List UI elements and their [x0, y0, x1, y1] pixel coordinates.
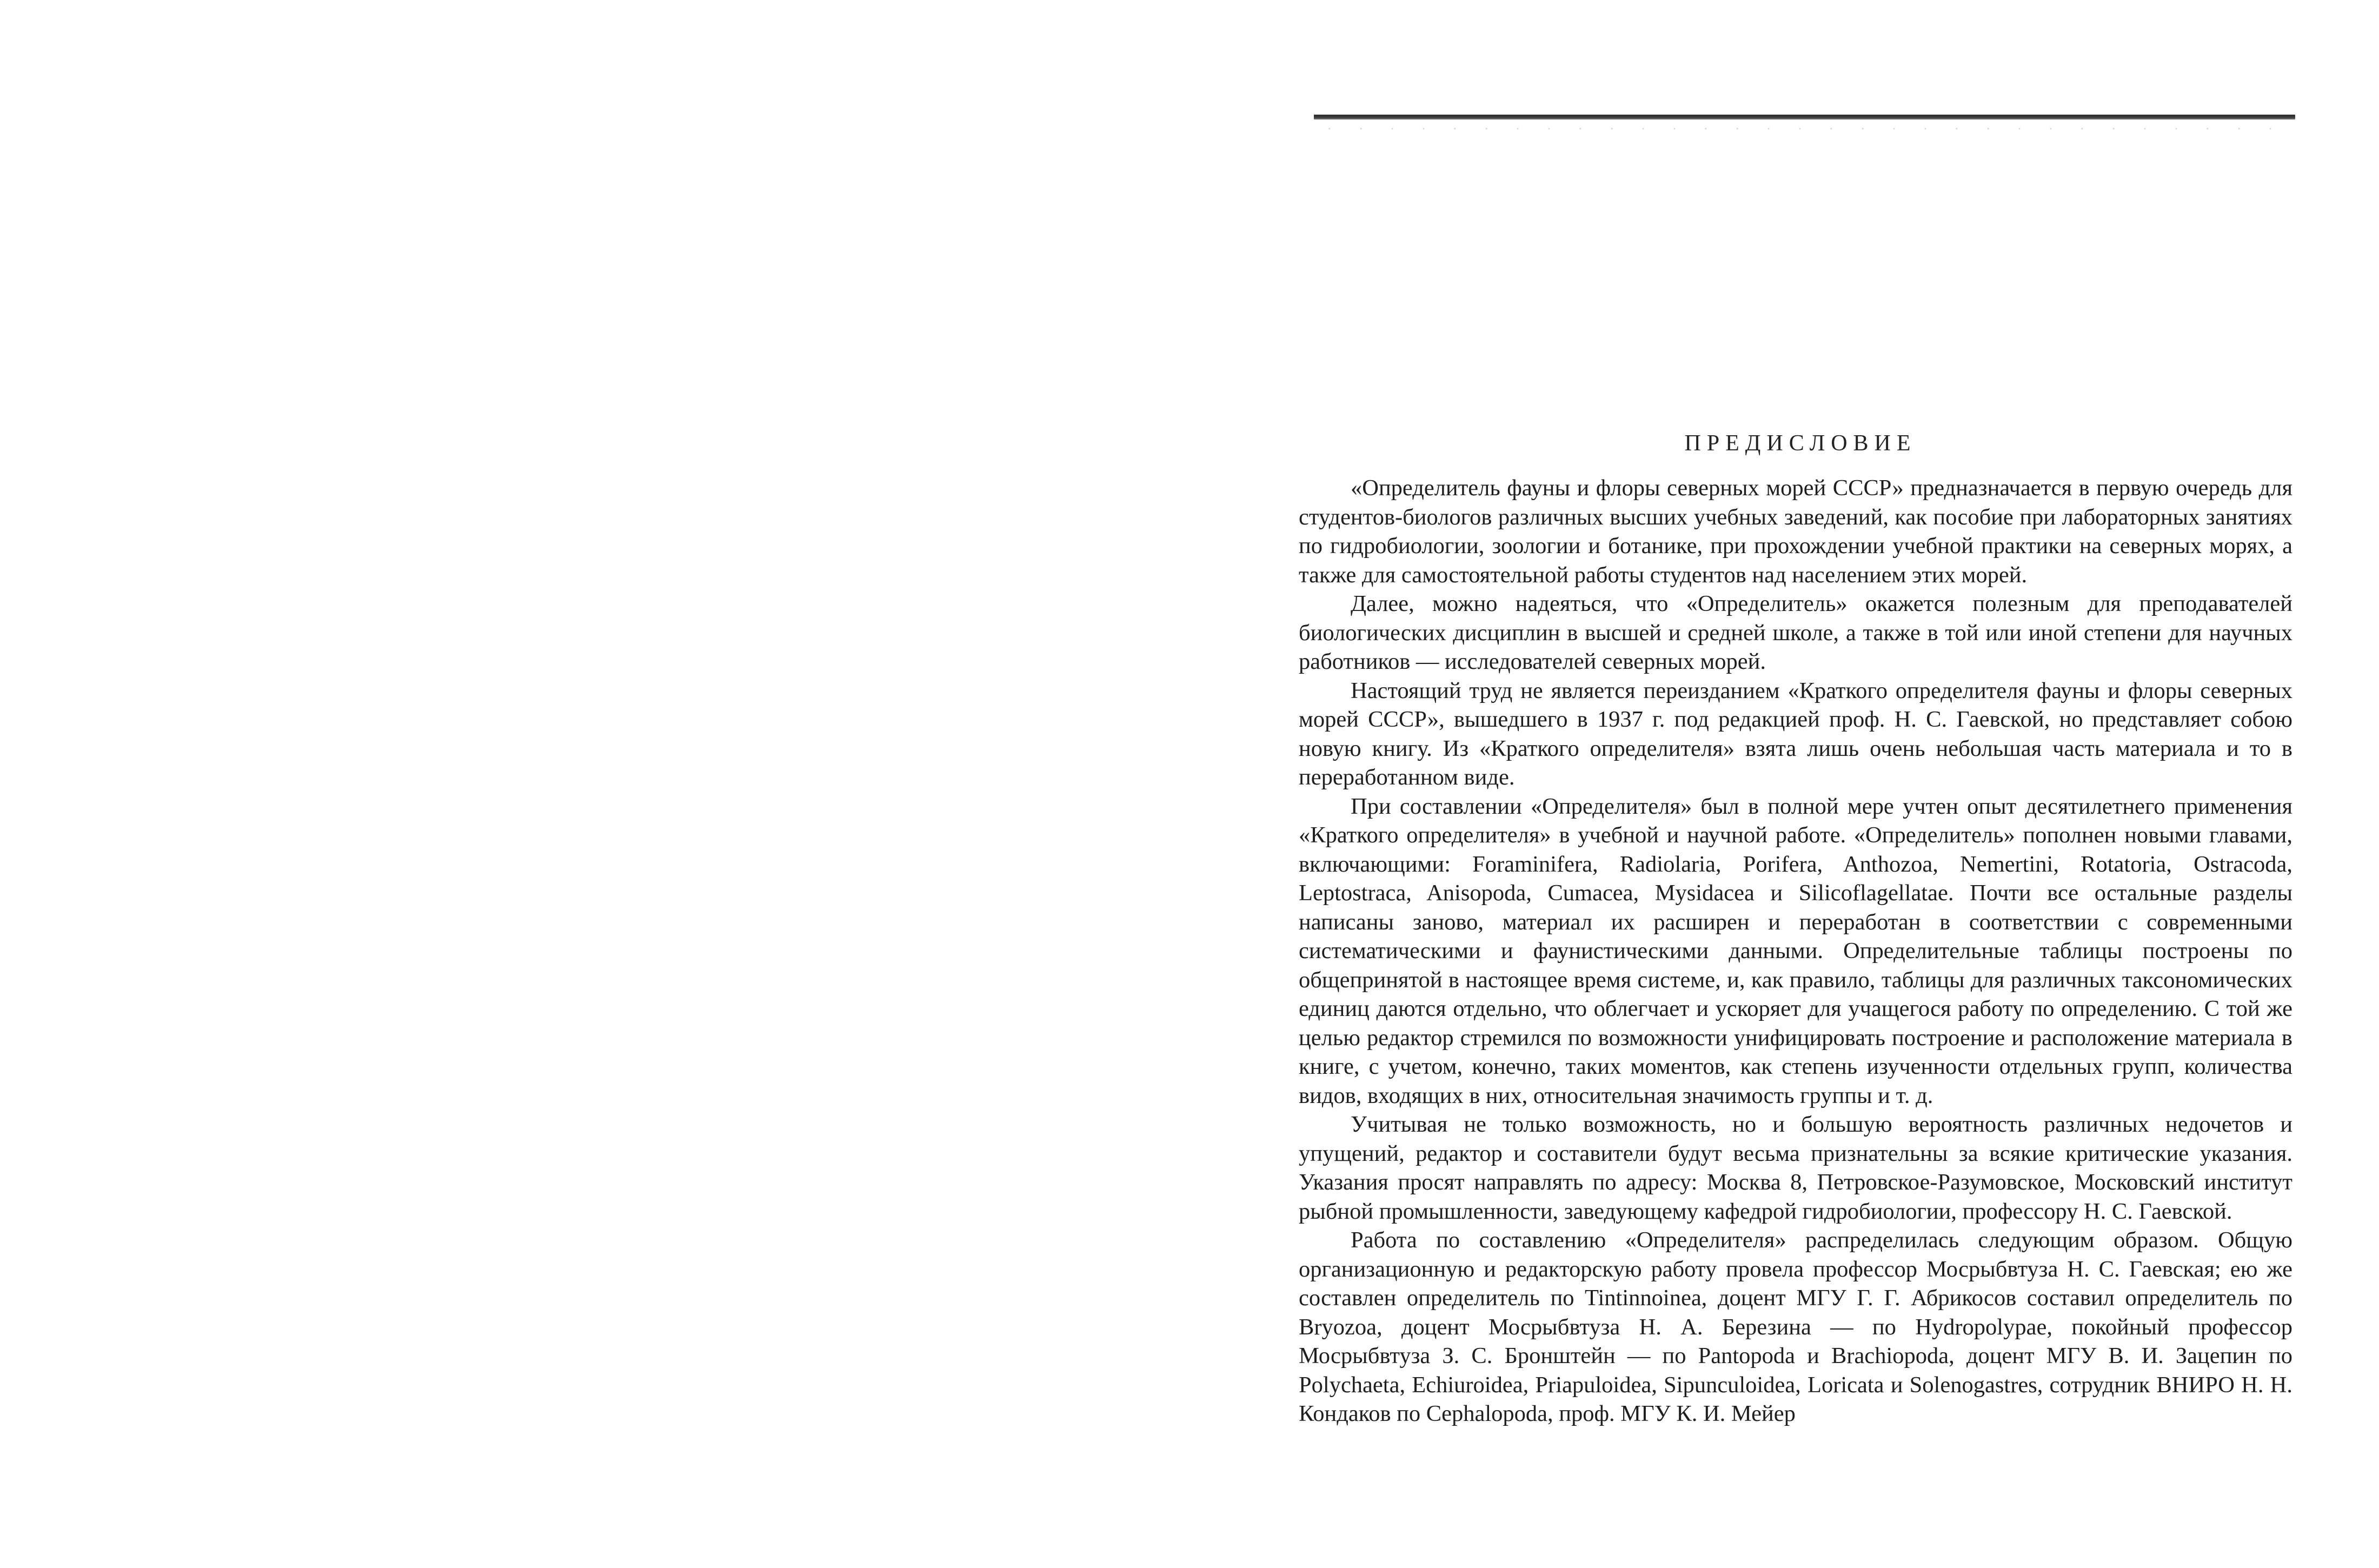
- paragraph-3: Настоящий труд не является переизданием «Краткого определителя фауны и флоры северных морей СССР», вышедшего в 1937 г. под редакцией проф. Н. С. Гаевской, но представляет собою новую книгу. Из «Краткого определителя» взята лишь очень небольшая часть материала и то в переработанном виде.: [1299, 677, 2292, 790]
- page-title: ПРЕДИСЛОВИЕ: [1684, 431, 1917, 456]
- scan-speckle: [1314, 123, 2295, 134]
- paragraph-6: Работа по составлению «Определителя» распределилась следующим образом. Общую организационную и редакторскую работу провела профессор Мосрыбвтуза Н. С. Гаевская; ею же составлен определитель по Tintinnoinea, доцент МГУ Г. Г. Абрикосов составил определитель по Bryozoa, доцент Мосрыбвтуза Н. А. Березина — по Hydropolypae, покойный профессор Мосрыбвтуза З. С. Бронштейн — по Pantopoda и Brachiopoda, доцент МГУ В. И. Зацепин по Polychaeta, Echiuroidea, Priapuloidea, Sipunculoidea, Loricata и Solenogastres, сотрудник ВНИРО Н. Н. Кондаков по Cephalopoda, проф. МГУ К. И. Мейер: [1299, 1227, 2292, 1426]
- body-text: [1299, 474, 2292, 1429]
- paragraph-1: «Определитель фауны и флоры северных морей СССР» предназначается в первую очередь для студентов-биологов различных высших учебных заведений, как пособие при лабораторных занятиях по гидробиологии, зоологии и ботанике, при прохождении учебной практики на северных морях, а также для самостоятельной работы студентов над населением этих морей.: [1299, 475, 2292, 588]
- paragraph-4: При составлении «Определителя» был в полной мере учтен опыт десятилетнего применения «Краткого определителя» в учебной и научной работе. «Определитель» пополнен новыми главами, включающими: Foraminifera, Radiolaria, Porifera, Anthozoa, Nemertini, Rotatoria, Ostracoda, Leptostraca, Anisopoda, Cumacea, Mysidacea и Silicoflagellatae. Почти все остальные разделы написаны заново, материал их расширен и переработан в соответствии с современными систематическими и фаунистическими данными. Определительные таблицы построены по общепринятой в настоящее время системе, и, как правило, таблицы для различных таксономических единиц даются отдельно, что облегчает и ускоряет для учащегося работу по определению. С той же целью редактор стремился по возможности унифицировать построение и расположение материала в книге, с учетом, конечно, таких моментов, как степень изученности отдельных групп, количества видов, входящих в них, относительная значимость группы и т. д.: [1299, 793, 2292, 1108]
- top-rule-line: [1314, 115, 2295, 119]
- paragraph-5: Учитывая не только возможность, но и большую вероятность различных недочетов и упущений, редактор и составители будут весьма признательны за всякие критические указания. Указания просят направлять по адресу: Москва 8, Петровское-Разумовское, Московский институт рыбной промышленности, заведующему кафедрой гидробиологии, профессору Н. С. Гаевской.: [1299, 1112, 2292, 1224]
- paragraph-2: Далее, можно надеяться, что «Определитель» окажется полезным для преподавателей биологических дисциплин в высшей и средней школе, а также в той или иной степени для научных работников — исследователей северных морей.: [1299, 591, 2292, 674]
